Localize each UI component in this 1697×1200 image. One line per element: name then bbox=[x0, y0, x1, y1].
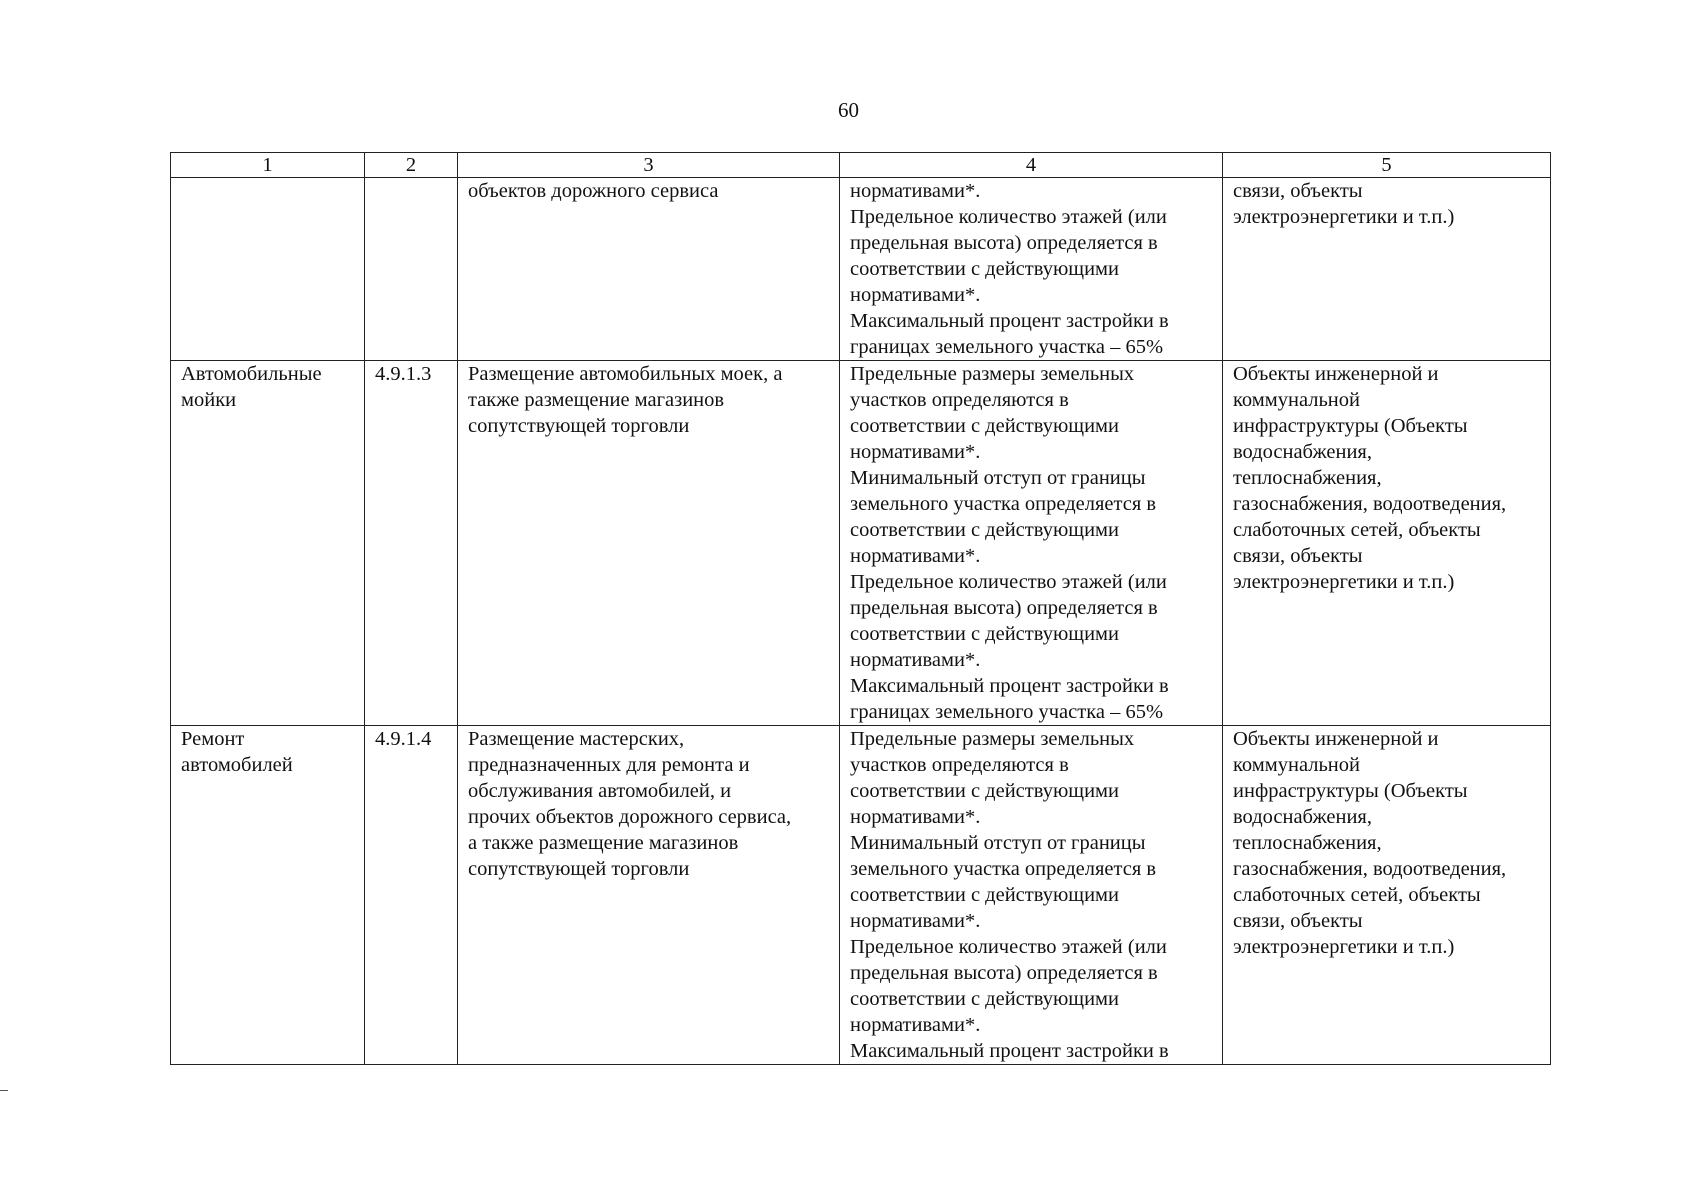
text-line: газоснабжения, водоотведения, bbox=[1233, 493, 1507, 515]
page-number: 60 bbox=[838, 98, 859, 122]
text-line: предельная высота) определяется в bbox=[850, 962, 1158, 984]
text-line: Максимальный процент застройки в bbox=[850, 675, 1169, 697]
column-header-3: 3 bbox=[458, 153, 840, 178]
text-line: слаботочных сетей, объекты bbox=[1233, 519, 1481, 541]
text-line: предельная высота) определяется в bbox=[850, 597, 1158, 619]
infrastructure-cell bbox=[1223, 178, 1551, 361]
text-line: участков определяются в bbox=[850, 754, 1069, 776]
text-line: соответствии с действующими bbox=[850, 258, 1119, 280]
text-line: электроэнергетики и т.п.) bbox=[1233, 206, 1455, 228]
table-row bbox=[171, 726, 1551, 1065]
text-line: соответствии с действующими bbox=[850, 884, 1119, 906]
use-description-cell bbox=[458, 726, 840, 1065]
text-line: мойки bbox=[181, 389, 237, 411]
text-line: водоснабжения, bbox=[1233, 806, 1372, 828]
header-row bbox=[171, 153, 1551, 178]
parameters-cell bbox=[840, 178, 1223, 361]
scan-mark bbox=[0, 1090, 8, 1091]
text-line: водоснабжения, bbox=[1233, 441, 1372, 463]
text-line: Размещение мастерских, bbox=[468, 728, 685, 750]
text-line: автомобилей bbox=[181, 754, 293, 776]
text-line: 4.9.1.3 bbox=[375, 363, 432, 385]
use-code-cell bbox=[365, 726, 458, 1065]
text-line: Минимальный отступ от границы bbox=[850, 832, 1146, 854]
text-line: объектов дорожного сервиса bbox=[468, 180, 719, 202]
text-line: 4.9.1.4 bbox=[375, 728, 432, 750]
column-header-5: 5 bbox=[1223, 153, 1551, 178]
text-line: предназначенных для ремонта и bbox=[468, 754, 750, 776]
infrastructure-cell bbox=[1223, 726, 1551, 1065]
text-line: соответствии с действующими bbox=[850, 415, 1119, 437]
text-line: нормативами*. bbox=[850, 284, 981, 306]
text-line: соответствии с действующими bbox=[850, 519, 1119, 541]
text-line: электроэнергетики и т.п.) bbox=[1233, 571, 1455, 593]
text-line: прочих объектов дорожного сервиса, bbox=[468, 806, 792, 828]
text-line: коммунальной bbox=[1233, 389, 1360, 411]
text-line: нормативами*. bbox=[850, 806, 981, 828]
use-code-cell bbox=[365, 178, 458, 361]
text-line: границах земельного участка – 65% bbox=[850, 701, 1164, 723]
text-line: теплоснабжения, bbox=[1233, 832, 1382, 854]
column-header-2: 2 bbox=[365, 153, 458, 178]
use-name-cell bbox=[171, 178, 365, 361]
text-line: Максимальный процент застройки в bbox=[850, 1040, 1169, 1062]
text-line: нормативами*. bbox=[850, 441, 981, 463]
text-line: земельного участка определяется в bbox=[850, 493, 1157, 515]
text-line: Предельные размеры земельных bbox=[850, 728, 1135, 750]
text-line: земельного участка определяется в bbox=[850, 858, 1157, 880]
text-line: соответствии с действующими bbox=[850, 988, 1119, 1010]
use-code-cell bbox=[365, 361, 458, 726]
text-line: соответствии с действующими bbox=[850, 780, 1119, 802]
text-line: нормативами*. bbox=[850, 649, 981, 671]
text-line: нормативами*. bbox=[850, 910, 981, 932]
text-line: нормативами*. bbox=[850, 545, 981, 567]
table-row bbox=[171, 361, 1551, 726]
text-line: сопутствующей торговли bbox=[468, 415, 690, 437]
text-line: Размещение автомобильных моек, а bbox=[468, 363, 783, 385]
text-line: а также размещение магазинов bbox=[468, 832, 739, 854]
land-use-table bbox=[170, 152, 1551, 1065]
text-line: границах земельного участка – 65% bbox=[850, 336, 1164, 358]
text-line: нормативами*. bbox=[850, 1014, 981, 1036]
text-line: коммунальной bbox=[1233, 754, 1360, 776]
text-line: Объекты инженерной и bbox=[1233, 363, 1439, 385]
text-line: инфраструктуры (Объекты bbox=[1233, 780, 1468, 802]
text-line: теплоснабжения, bbox=[1233, 467, 1382, 489]
text-line: Автомобильные bbox=[181, 363, 322, 385]
text-line: сопутствующей торговли bbox=[468, 858, 690, 880]
table-row bbox=[171, 178, 1551, 361]
column-header-1: 1 bbox=[171, 153, 365, 178]
text-line: инфраструктуры (Объекты bbox=[1233, 415, 1468, 437]
text-line: Предельные размеры земельных bbox=[850, 363, 1135, 385]
text-line: Объекты инженерной и bbox=[1233, 728, 1439, 750]
text-line: связи, объекты bbox=[1233, 180, 1363, 202]
text-line: электроэнергетики и т.п.) bbox=[1233, 936, 1455, 958]
text-line: Минимальный отступ от границы bbox=[850, 467, 1146, 489]
text-line: Предельное количество этажей (или bbox=[850, 936, 1167, 958]
use-name-cell bbox=[171, 361, 365, 726]
text-line: связи, объекты bbox=[1233, 545, 1363, 567]
text-line: соответствии с действующими bbox=[850, 623, 1119, 645]
parameters-cell bbox=[840, 726, 1223, 1065]
use-description-cell bbox=[458, 361, 840, 726]
text-line: Предельное количество этажей (или bbox=[850, 571, 1167, 593]
text-line: нормативами*. bbox=[850, 180, 981, 202]
text-line: предельная высота) определяется в bbox=[850, 232, 1158, 254]
infrastructure-cell bbox=[1223, 361, 1551, 726]
text-line: Максимальный процент застройки в bbox=[850, 310, 1169, 332]
text-line: слаботочных сетей, объекты bbox=[1233, 884, 1481, 906]
text-line: участков определяются в bbox=[850, 389, 1069, 411]
parameters-cell bbox=[840, 361, 1223, 726]
text-line: газоснабжения, водоотведения, bbox=[1233, 858, 1507, 880]
column-header-4: 4 bbox=[840, 153, 1223, 178]
text-line: Ремонт bbox=[181, 728, 245, 750]
use-name-cell bbox=[171, 726, 365, 1065]
text-line: Предельное количество этажей (или bbox=[850, 206, 1167, 228]
text-line: обслуживания автомобилей, и bbox=[468, 780, 732, 802]
use-description-cell bbox=[458, 178, 840, 361]
text-line: связи, объекты bbox=[1233, 910, 1363, 932]
text-line: также размещение магазинов bbox=[468, 389, 725, 411]
